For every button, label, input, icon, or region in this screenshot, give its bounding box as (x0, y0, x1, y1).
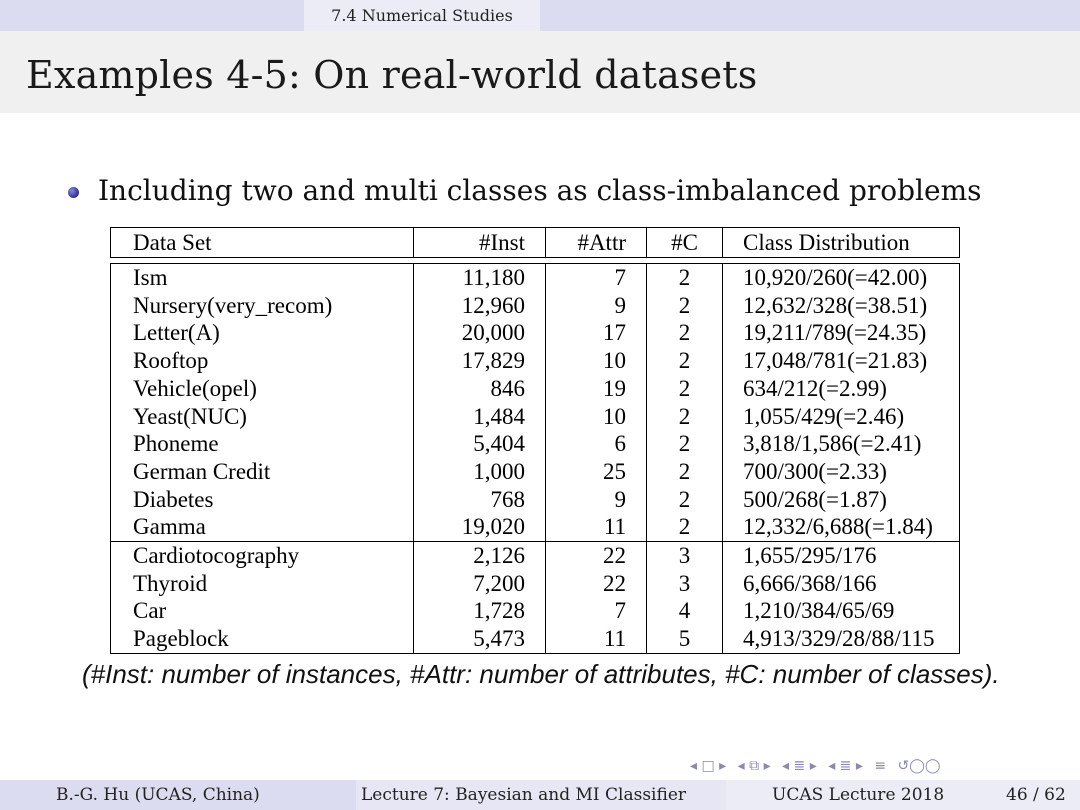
navigation-controls (690, 758, 1075, 780)
table-row (111, 513, 960, 541)
table-cell: 2 (647, 264, 723, 292)
table-cell: 12,332/6,688(=1.84) (743, 514, 933, 540)
table-cell: 2 (647, 319, 723, 347)
table-cell: 846 (414, 375, 546, 403)
table-cell: 1,210/384/65/69 (743, 598, 895, 624)
table-cell: 634/212(=2.99) (743, 375, 887, 401)
table-cell: 7 (546, 264, 647, 292)
table-cell: 5,404 (414, 430, 546, 458)
table-cell: 3 (647, 542, 723, 570)
table-cell: 3,818/1,586(=2.41) (743, 431, 922, 457)
table-cell: 17,829 (414, 347, 546, 375)
title-bar (0, 31, 1080, 113)
table-cell: 10 (546, 403, 647, 431)
table-cell: 2 (647, 347, 723, 375)
bullet-item (64, 172, 1064, 210)
table-cell: 3 (647, 570, 723, 598)
table-cell: 19,211/789(=24.35) (743, 320, 927, 346)
table-cell: 7 (546, 597, 647, 625)
table-cell: Pageblock (111, 625, 414, 653)
footer-bar (0, 780, 1080, 810)
table-cell: 17,048/781(=21.83) (743, 348, 928, 374)
table-cell: 12,960 (414, 292, 546, 320)
table-cell: 2 (647, 403, 723, 431)
bullet-text: Including two and multi classes as class-imbalanced problems (98, 174, 982, 207)
table-cell: 17 (546, 319, 647, 347)
table-row (111, 542, 960, 570)
dataset-table (110, 263, 960, 654)
table-cell: 2 (647, 292, 723, 320)
bullet-icon (68, 187, 79, 198)
menu-icon[interactable]: ≡ (874, 758, 887, 774)
table-cell: 11 (546, 625, 647, 653)
table-cell: 10,920/260(=42.00) (743, 265, 928, 290)
table-row (111, 625, 960, 653)
table-cell: 700/300(=2.33) (743, 458, 887, 484)
table-cell: 1,728 (414, 597, 546, 625)
search-icon[interactable]: ↺◯◯ (897, 758, 941, 774)
table-row (111, 458, 960, 486)
table-cell: 1,484 (414, 403, 546, 431)
nav-section-icon[interactable]: ◂ ≣ ▸ (782, 758, 817, 774)
table-cell: 4 (647, 597, 723, 625)
table-cell: Yeast(NUC) (111, 403, 414, 431)
table-cell: 768 (414, 486, 546, 514)
section-label: 7.4 Numerical Studies (304, 0, 540, 31)
table-header (110, 227, 960, 258)
nav-align-icon[interactable]: ◂ ≣ ▸ (828, 758, 863, 774)
table-row (111, 375, 960, 403)
table-cell: 19,020 (414, 513, 546, 541)
table-cell: Vehicle(opel) (111, 375, 414, 403)
table-cell: Cardiotocography (111, 542, 414, 570)
table-row (111, 292, 960, 320)
table-row (111, 264, 960, 292)
table-cell: Rooftop (111, 347, 414, 375)
table-cell: Car (111, 597, 414, 625)
nav-frame-icon[interactable]: ◂ □ ▸ (690, 758, 727, 774)
table-cell: 6,666/368/166 (743, 570, 877, 596)
table-cell: 11 (546, 513, 647, 541)
table-cell: 2 (647, 458, 723, 486)
table-cell: Thyroid (111, 570, 414, 598)
table-cell: Nursery(very_recom) (111, 292, 414, 320)
footer-venue: UCAS Lecture 2018 (772, 785, 945, 805)
table-row (111, 486, 960, 514)
header-cell: #Attr (546, 228, 647, 258)
table-row (111, 570, 960, 598)
table-cell: 11,180 (414, 264, 546, 292)
table-cell: Ism (111, 264, 414, 292)
table-cell: 1,000 (414, 458, 546, 486)
table-row (111, 597, 960, 625)
header-cell: Data Set (111, 228, 414, 258)
table-cell: 19 (546, 375, 647, 403)
table-cell: 12,632/328(=38.51) (743, 292, 928, 318)
table-cell: 20,000 (414, 319, 546, 347)
slide-title: Examples 4-5: On real-world datasets (26, 53, 758, 97)
table-row (111, 430, 960, 458)
table-cell: 7,200 (414, 570, 546, 598)
table-cell: 5,473 (414, 625, 546, 653)
table-cell: 22 (546, 542, 647, 570)
header-cell: #Inst (414, 228, 546, 258)
table-row (111, 403, 960, 431)
table-cell: 2 (647, 430, 723, 458)
table-cell: Gamma (111, 513, 414, 541)
nav-subsection-icon[interactable]: ◂ ⧉ ▸ (737, 758, 771, 774)
table-cell: Phoneme (111, 430, 414, 458)
table-cell: 10 (546, 347, 647, 375)
header-cell: Class Distribution (743, 230, 910, 255)
table-cell: 4,913/329/28/88/115 (743, 626, 935, 652)
table-cell: 9 (546, 486, 647, 514)
table-cell: 6 (546, 430, 647, 458)
table-cell: 5 (647, 625, 723, 653)
table-cell: 9 (546, 292, 647, 320)
table-cell: 2,126 (414, 542, 546, 570)
table-row (111, 319, 960, 347)
table-cell: 25 (546, 458, 647, 486)
table-cell: Letter(A) (111, 319, 414, 347)
header-row (111, 228, 960, 258)
top-bar (0, 0, 1080, 31)
footer-lecture: Lecture 7: Bayesian and MI Classifier (361, 785, 687, 805)
table-cell: 2 (647, 513, 723, 541)
table-cell: 22 (546, 570, 647, 598)
table-note: (#Inst: number of instances, #Attr: number of attributes, #C: number of classes). (82, 659, 1000, 689)
table-cell: 2 (647, 486, 723, 514)
table-cell: 1,055/429(=2.46) (743, 403, 905, 429)
table-cell: 2 (647, 375, 723, 403)
header-cell: #C (647, 228, 723, 258)
table-cell: Diabetes (111, 486, 414, 514)
table-cell: German Credit (111, 458, 414, 486)
footer-page: 46 / 62 (1006, 785, 1066, 805)
table-cell: 1,655/295/176 (723, 542, 960, 570)
footer-author: B.-G. Hu (UCAS, China) (56, 785, 260, 805)
table-row (111, 347, 960, 375)
table-cell: 500/268(=1.87) (743, 486, 887, 512)
